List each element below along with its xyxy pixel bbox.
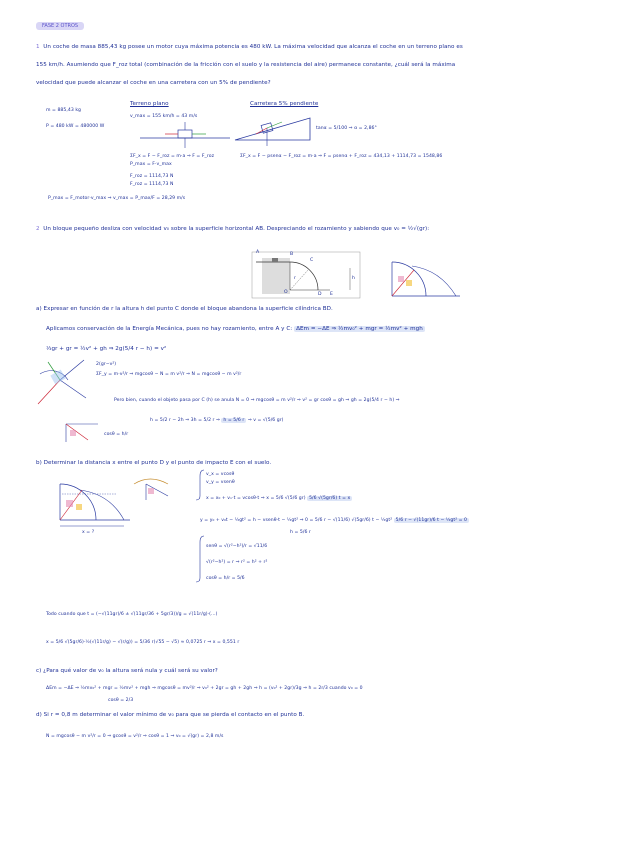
problem-1-result: P_max = F_motor·v_max ⇒ v_max = P_max/F = 28,29 m/s [48,196,186,201]
fig-label-o: O [284,290,288,295]
y-equation-highlight: 5/6 r − √(11gr)/6 t − ½gt² = 0 [395,518,468,523]
part-b-result-2: x = 5/6 √(5gr/6)·½(√(11r/g) − √(r/g)) = 5/36 r(√55 − √5) ≈ 0,0725 r ⇒ x = 0,551 r [46,640,240,645]
part-c-line-2: cosθ = 2/3 [108,698,134,703]
part-b-result-1: Todo cuando que t = (−√(11gr)/6 ± √(11gr/36 + 5gr/3))/g = √(11r/g)·(…) [46,612,218,617]
fig-label-c: C [310,258,314,263]
fig-label-b: B [290,252,294,257]
problem-1-line-1: 1 Un coche de masa 885,43 kg posee un motor cuya máxima potencia es 480 kW. La máxima velocidad que alcanza el coche en un terreno plano es [36,44,463,50]
hypotenuse-relation: √(r²−h²) = r ⇒ r² = h² + r² [206,560,268,565]
part-a-line-1: Aplicamos conservación de la Energía Mecánica, pues no hay rozamiento, entre A y C: ΔEm = −ΔE ⇒ ½mv₀² + mgr = ½mv² + mgh [46,326,423,332]
flat-power: P_max = F·v_max [130,162,172,167]
energy-equation-highlight: ΔEm = −ΔE ⇒ ½mv₀² + mgr = ½mv² + mgh [296,326,423,332]
fig-x-label: x = ? [82,530,95,535]
h-relation: h = 5/6 r [290,530,311,535]
problem-number: 2 [36,226,40,232]
y-equation: y = y₀ + v₀t − ½gt² = h − vsenθ·t − ½gt² ⇒ 0 = 5/6 r − √(11/6) √(5gr/6) t − ½gt² 5/6 r − √(11gr)/6 t − ½gt² = 0 [200,518,468,523]
section-tag: FASE 2 OTROS [36,22,84,30]
part-b-title: b) Determinar la distancia x entre el punto D y el punto de impacto E con el suelo. [36,460,272,466]
part-d-title: d) Si r = 0,8 m determinar el valor mínimo de v₀ para que se pierda el contacto en el punto B. [36,712,305,718]
part-a-fraction: 2(gr−v²) [96,362,117,367]
vmax-value: v_max = 155 km/h = 43 m/s [130,114,198,119]
part-d-line-1: N = mgcosθ − m v²/r = 0 ⇒ gcosθ = v²/r ⇒ cosθ = 1 ⇒ v₀ = √(gr) = 2,8 m/s [46,734,224,739]
fig-label-h: h [352,276,355,281]
slope-sum-forces: ΣF_x = F − psenα − F_roz = m·a ⇒ F = psenα + F_roz = 434,13 + 1114,73 = 1548,86 [240,154,443,159]
given-power: P = 480 kW = 480000 W [46,124,105,129]
cos-relation: cosθ = h/r [104,432,129,437]
problem-2-line-1: 2 Un bloque pequeño desliza con velocidad v₀ sobre la superficie horizontal AB. Despreciando el rozamiento y sabiendo que v₀ = ½√(gr): [36,226,430,232]
cos-value: cosθ = h/r = 5/6 [206,576,245,581]
fig-label-r: r [294,276,296,281]
fig-label-d: D [318,292,322,297]
fig-label-a: A [256,250,260,255]
problem-1-line-3: velocidad que puede alcanzar el coche en una carretera con un 5% de pendiente? [36,80,271,86]
froz-value-1: F_roz = 1114,73 N [130,174,174,179]
part-c-line-1: ΔEm = −ΔE ⇒ ½mv₀² + mgr = ½mv² + mgh ⇒ mgcosθ = mv²/r ⇒ v₀² + 2gr = gh + 2gh ⇒ h = (v₀² + 2gr)/3g ⇒ h = 2r/3 cuando v₀ = 0 [46,686,363,691]
flat-sum-forces: ΣF_x = F − F_roz = m·a ⇒ F = F_roz [130,154,215,159]
x-equation: x = x₀ + vₓ·t = vcosθ·t ⇒ x = 5/6 √(5/6 gr) 5/6 √(5gr/6) t = x [206,496,351,501]
part-a-line-4: Pero bien, cuando el objeto pasa por C (h) se anula N = 0 ⇒ mgcosθ = m v²/r ⇒ v² = gr cosθ = gh ⇒ gh = 2g(5/4 r − h) ⇒ [114,398,400,403]
part-a-line-3: ΣF_y = m·v²/r ⇒ mgcosθ − N = m v²/r ⇒ N = mgcosθ − m v²/r [96,372,242,377]
vx-equation: v_x = vcosθ [206,472,235,477]
vy-equation: v_y = vsenθ [206,480,235,485]
problem-1-line-2: 155 km/h. Asumiendo que F_roz total (combinación de la fricción con el suelo y la resistencia del aire) permanece constante, ¿cuál será la máxima [36,62,456,68]
part-a-title: a) Expresar en función de r la altura h del punto C donde el bloque abandona la superficie cilíndrica BD. [36,306,333,312]
height-result-highlight: h = 5/6 r [223,418,245,423]
part-a-line-5: h = 5/2 r − 2h ⇒ 3h = 5/2 r ⇒ h = 5/6 r ⇒ v = √(5/6 gr) [150,418,284,423]
slope-angle: tanα = 5/100 ⇒ α = 2,86° [316,126,377,131]
part-c-title: c) ¿Para qué valor de v₀ la altura será nula y cuál será su valor? [36,668,218,674]
part-a-line-2: ⅓gr + gr = ½v² + gh ⇒ 2g(5/4 r − h) = v² [46,346,167,352]
given-mass: m = 885,43 kg [46,108,82,113]
fig-label-e: E [330,292,333,297]
x-equation-highlight: 5/6 √(5gr/6) t = x [309,496,351,501]
problem-number: 1 [36,44,40,50]
froz-value-2: F_roz = 1114,73 N [130,182,174,187]
flat-terrain-title: Terreno plano [130,101,169,107]
sin-relation: senθ = √(r²−h²)/r = √11/6 [206,544,268,549]
slope-title: Carretera 5% pendiente [250,101,319,107]
